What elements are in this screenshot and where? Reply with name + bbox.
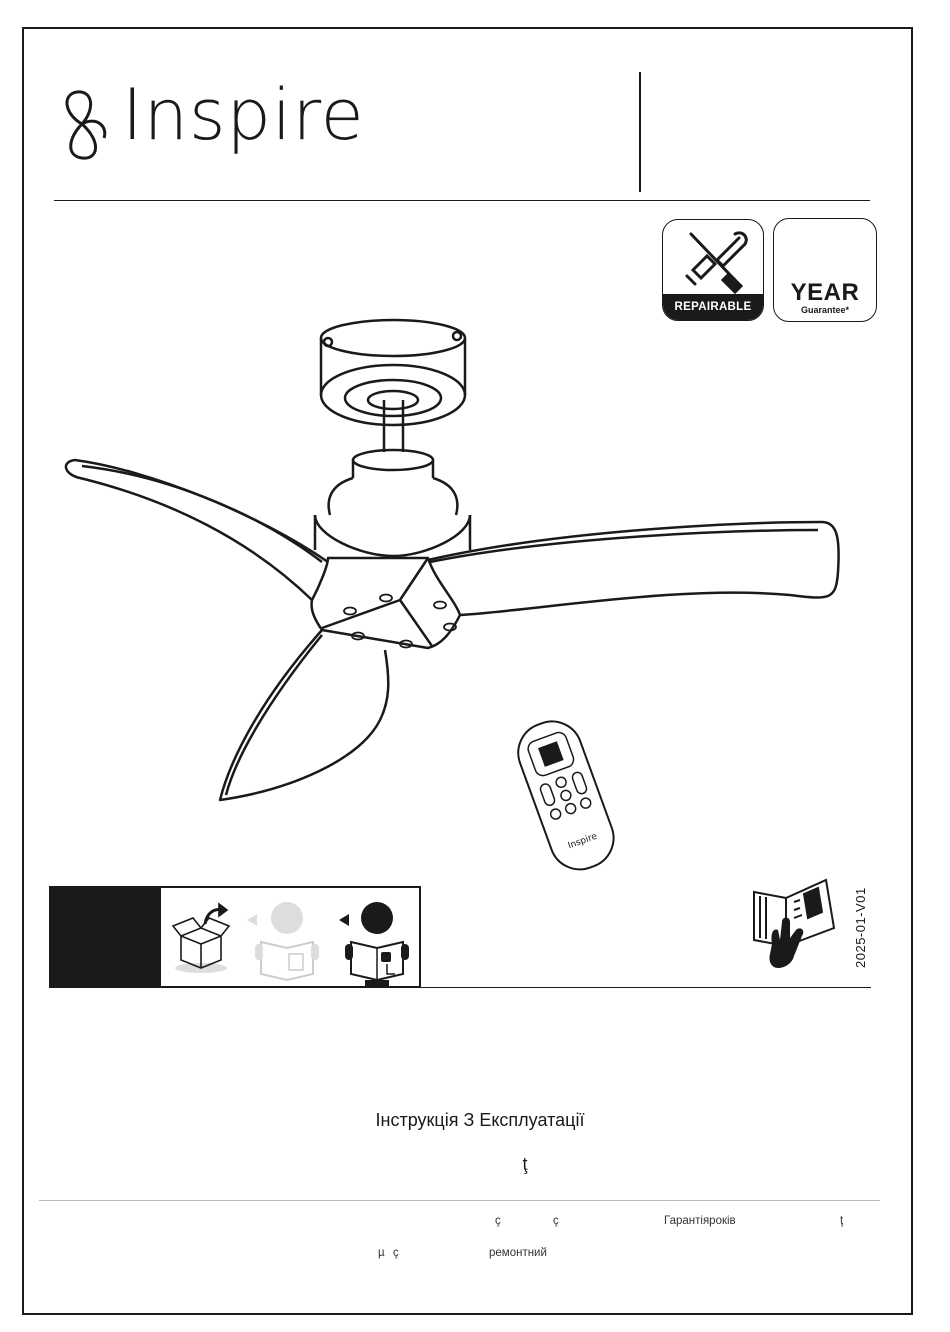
footer-text: ç (393, 1247, 399, 1259)
footer-rule (39, 1200, 880, 1201)
read-manual-active-icon (339, 902, 409, 986)
read-manual-person-icon (247, 902, 319, 980)
brand-name: Inspire (122, 74, 365, 156)
guarantee-label: Guarantee* (800, 305, 850, 315)
remote-control-illustration (500, 710, 640, 880)
steps-dark-block (51, 888, 161, 986)
header-rule (54, 200, 870, 201)
footer-text: ремонтний (489, 1247, 547, 1259)
document-title: Інструкція З Експлуатації (375, 1110, 585, 1130)
remote-brand: Inspire (566, 831, 599, 852)
read-instructions-book-icon (748, 872, 840, 972)
unbox-icon (173, 904, 229, 973)
mid-rule (49, 987, 871, 988)
footer-text: ţ (840, 1215, 844, 1227)
footer-text: ç (495, 1215, 501, 1227)
logo-mark-icon (52, 86, 112, 166)
document-version: 2025-01-V01 (853, 887, 868, 968)
year-label: YEAR (790, 279, 860, 306)
repairable-label: REPAIRABLE (663, 294, 763, 320)
instruction-steps-strip (49, 886, 421, 988)
footer-text: µ (378, 1247, 385, 1259)
brand-logo (52, 74, 372, 172)
footer-text: ç (553, 1215, 559, 1227)
document-subtitle: ţ (522, 1154, 528, 1174)
tools-icon (663, 220, 763, 296)
header-divider (639, 72, 641, 192)
footer-text: Гарантіяроків (664, 1215, 736, 1227)
ceiling-fan-illustration (60, 300, 860, 820)
